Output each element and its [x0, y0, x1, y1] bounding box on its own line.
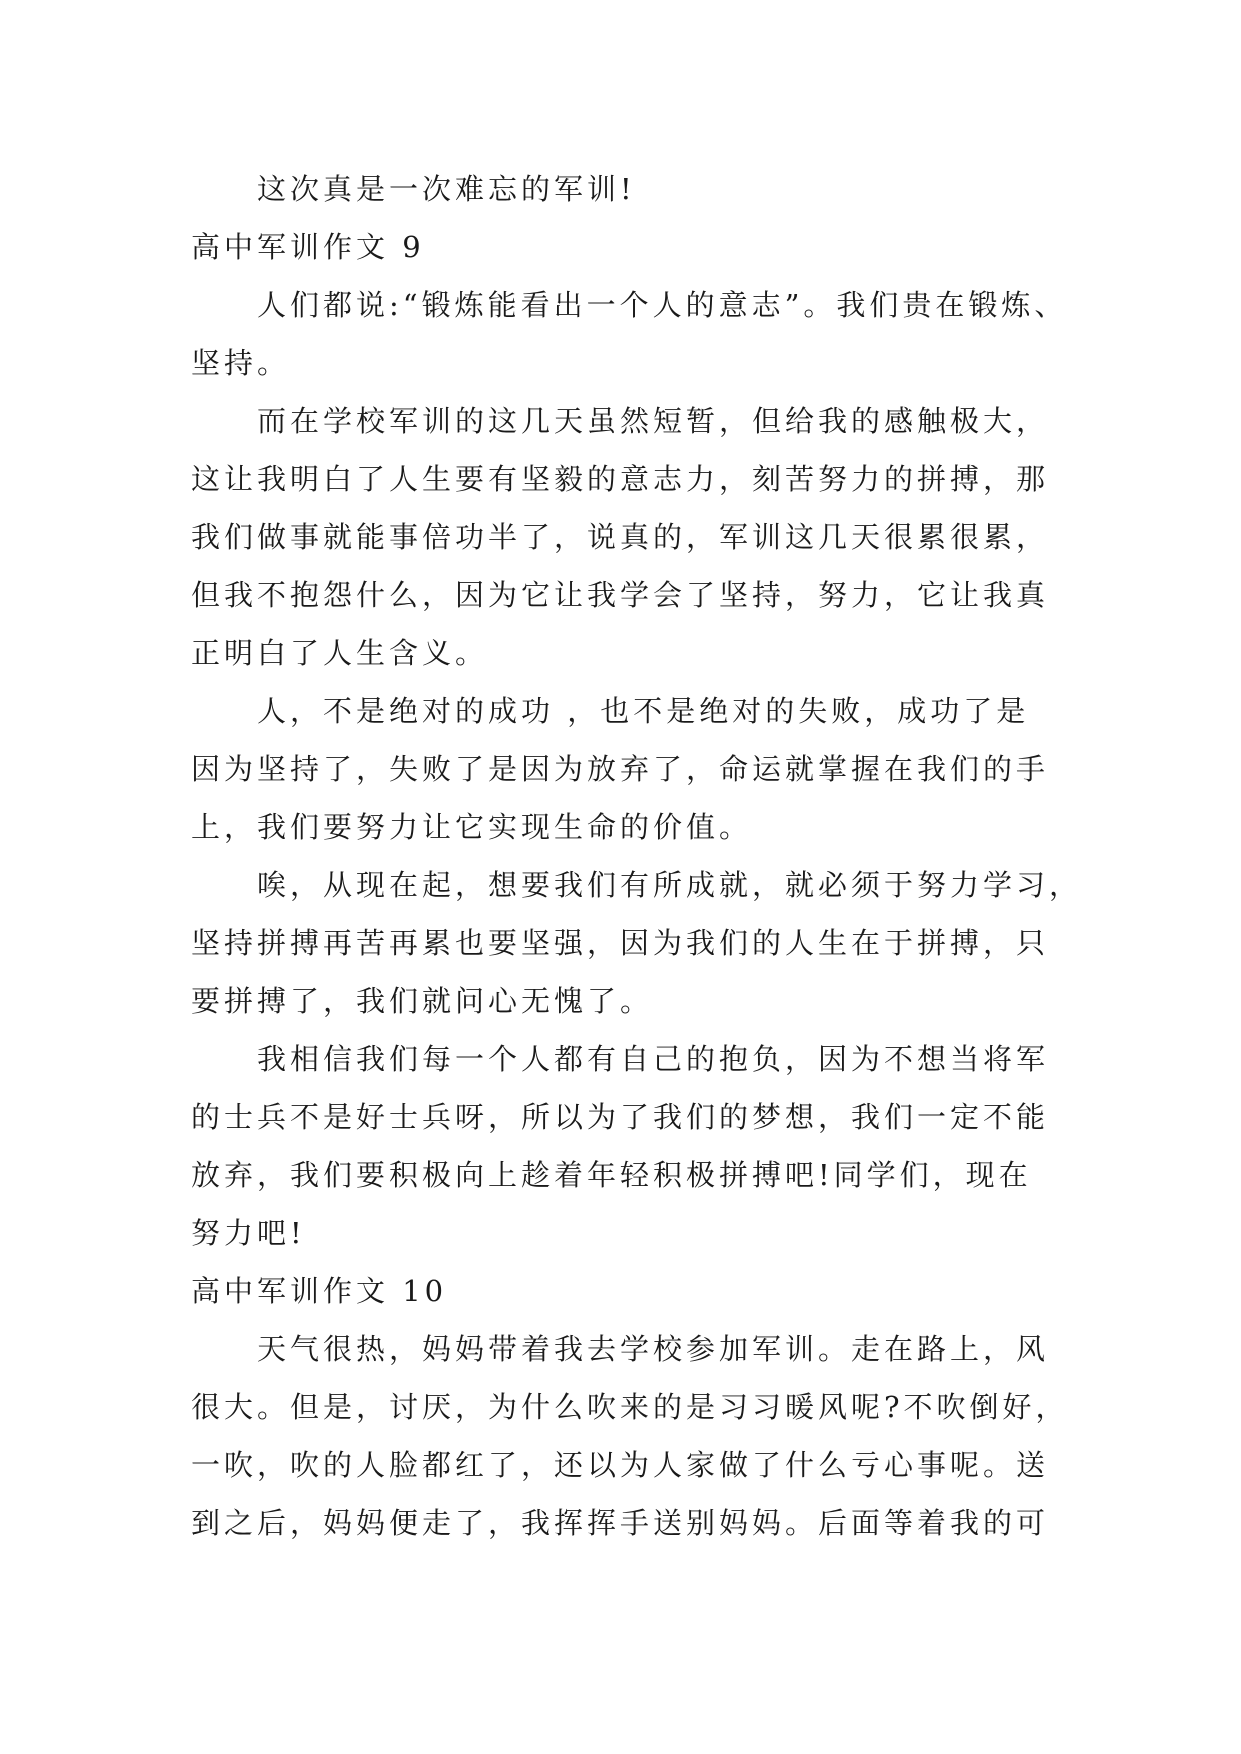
paragraph-line: 坚持。	[191, 346, 291, 380]
section-heading: 高中军训作文 9	[191, 230, 425, 264]
paragraph-line: 而在学校军训的这几天虽然短暂，但给我的感触极大，	[257, 404, 1050, 438]
paragraph-line: 努力吧!	[191, 1216, 306, 1250]
paragraph-line: 要拼搏了，我们就问心无愧了。	[191, 984, 654, 1018]
paragraph-line: 这次真是一次难忘的军训!	[257, 172, 636, 206]
paragraph-line: 我相信我们每一个人都有自己的抱负，因为不想当将军	[257, 1042, 1050, 1076]
document-body	[191, 160, 1083, 1552]
paragraph-line: 人，不是绝对的成功 ，也不是绝对的失败，成功了是	[257, 694, 1030, 728]
paragraph-line: 坚持拼搏再苦再累也要坚强，因为我们的人生在于拼搏，只	[191, 926, 1050, 960]
paragraph-line: 很大。但是，讨厌，为什么吹来的是习习暖风呢?不吹倒好，	[191, 1390, 1069, 1424]
paragraph-line: 天气很热，妈妈带着我去学校参加军训。走在路上，风	[257, 1332, 1050, 1366]
section-heading: 高中军训作文 10	[191, 1274, 448, 1308]
paragraph-line: 到之后，妈妈便走了，我挥挥手送别妈妈。后面等着我的可	[191, 1506, 1050, 1540]
paragraph-line: 上，我们要努力让它实现生命的价值。	[191, 810, 753, 844]
paragraph-line: 因为坚持了，失败了是因为放弃了，命运就掌握在我们的手	[191, 752, 1050, 786]
paragraph-line: 人们都说:“锻炼能看出一个人的意志”。我们贵在锻炼、	[257, 288, 1068, 322]
paragraph-line: 但我不抱怨什么，因为它让我学会了坚持，努力，它让我真	[191, 578, 1050, 612]
paragraph-line: 这让我明白了人生要有坚毅的意志力，刻苦努力的拼搏，那	[191, 462, 1050, 496]
paragraph-line: 一吹，吹的人脸都红了，还以为人家做了什么亏心事呢。送	[191, 1448, 1050, 1482]
paragraph-line: 的士兵不是好士兵呀，所以为了我们的梦想，我们一定不能	[191, 1100, 1050, 1134]
paragraph-line: 我们做事就能事倍功半了，说真的，军训这几天很累很累，	[191, 520, 1050, 554]
paragraph-line: 正明白了人生含义。	[191, 636, 489, 670]
paragraph-line: 唉，从现在起，想要我们有所成就，就必须于努力学习，	[257, 868, 1083, 902]
paragraph-line: 放弃，我们要积极向上趁着年轻积极拼搏吧!同学们，现在	[191, 1158, 1032, 1192]
